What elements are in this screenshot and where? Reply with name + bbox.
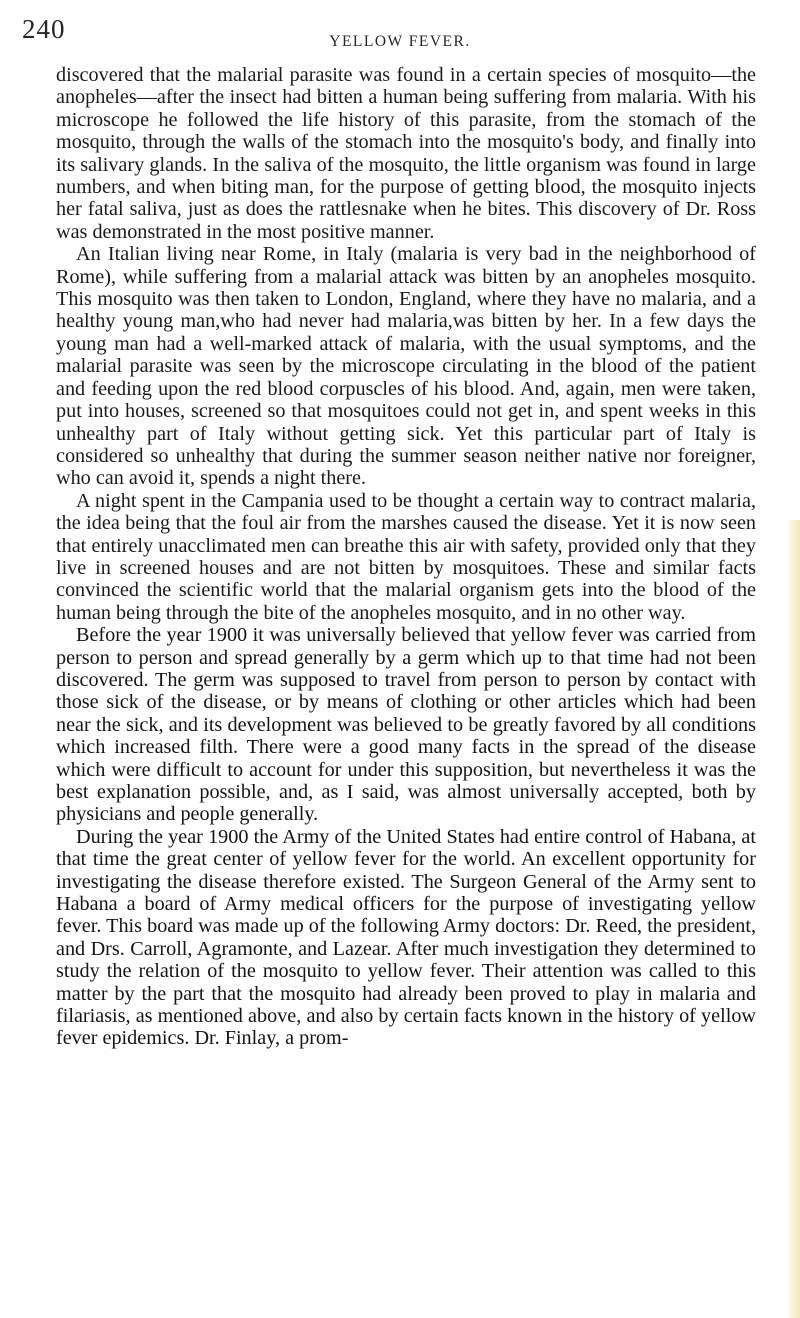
body-text	[56, 64, 756, 1050]
paragraph-army-habana: During the year 1900 the Army of the United States had entire control of Habana, at that time the great center of yellow fever for the world. An excellent opportunity for investigating the disease therefore existed. The Surgeon General of the Army sent to Habana a board of Army medical officers for the purpose of investigating yellow fever. This board was made up of the following Army doctors: Dr. Reed, the president, and Drs. Carroll, Agramonte, and Lazear. After much investigation they determined to study the relation of the mosquito to yellow fever. Their attention was called to this matter by the part that the mosquito had already been proved to play in malaria and filariasis, as mentioned above, and also by certain facts known in the history of yellow fever epidemics. Dr. Finlay, a prom-	[56, 825, 756, 1050]
running-head: YELLOW FEVER.	[329, 33, 471, 50]
paragraph-ross-discovery: discovered that the malarial parasite was found in a certain species of mosquito—the anopheles—after the insect had bitten a human being suffering from malaria. With his microscope he followed the life history of this parasite, from the stomach of the mosquito, through the walls of the stomach into the mosquito's body, and finally into its salivary glands. In the saliva of the mosquito, the little organism was found in large numbers, and when biting man, for the purpose of getting blood, the mosquito injects her fatal saliva, just as does the rattlesnake when he bites. This discovery of Dr. Ross was demonstrated in the most positive manner.	[56, 64, 756, 243]
paragraph-before-1900: Before the year 1900 it was universally believed that yellow fever was carried from person to person and spread generally by a germ which up to that time had not been discovered. The germ was supposed to travel from person to person by contact with those sick of the disease, or by means of clothing or other articles which had been near the sick, and its development was believed to be greatly favored by all conditions which increased filth. There were a good many facts in the spread of the disease which were difficult to account for under this supposition, but nevertheless it was the best explanation possible, and, as I said, was almost universally accepted, both by physicians and people generally.	[56, 624, 756, 826]
page-number: 240	[22, 14, 66, 44]
paragraph-italian-experiment: An Italian living near Rome, in Italy (malaria is very bad in the neighborhood of Rome), while suffering from a malarial attack was bitten by an anopheles mosquito. This mosquito was then taken to London, England, where they have no malaria, and a healthy young man,who had never had malaria,was bitten by her. In a few days the young man had a well-marked attack of malaria, with the usual symptoms, and the malarial parasite was seen by the microscope circulating in the blood of the patient and feeding upon the red blood corpuscles of his blood. And, again, men were taken, put into houses, screened so that mosquitoes could not get in, and spent weeks in this unhealthy part of Italy without getting sick. Yet this particular part of Italy is considered so unhealthy that during the summer season neither native nor foreigner, who can avoid it, spends a night there.	[56, 243, 756, 490]
paragraph-campania: A night spent in the Campania used to be thought a certain way to contract malaria, the idea being that the foul air from the marshes caused the disease. Yet it is now seen that entirely unacclimated men can breathe this air with safety, provided only that they live in screened houses and are not bitten by mosquitoes. These and similar facts convinced the scientific world that the malarial organism gets into the blood of the human being through the bite of the anopheles mosquito, and in no other way.	[56, 489, 756, 624]
page-edge-stain	[786, 520, 800, 1318]
